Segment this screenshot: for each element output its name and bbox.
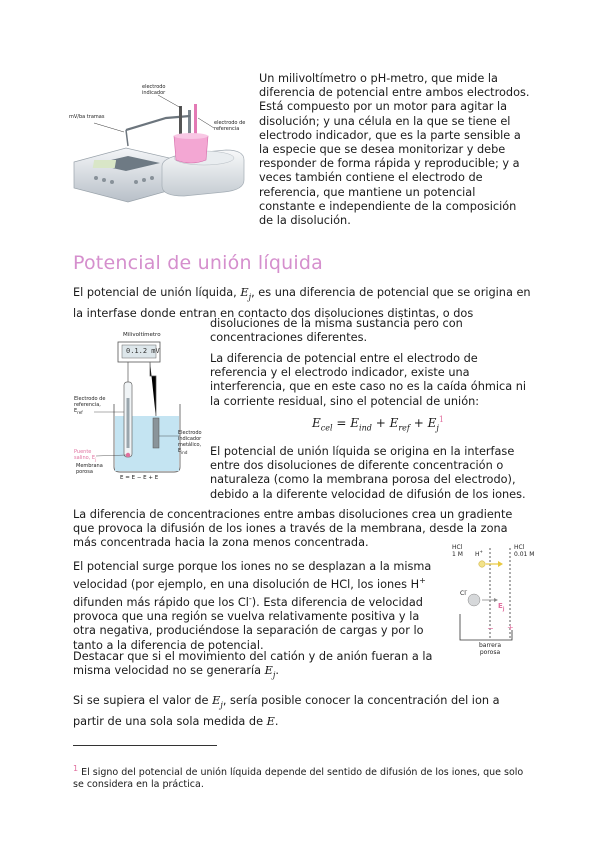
- barrier-label: barrera porosa: [478, 642, 502, 656]
- plus-sign: +: [507, 623, 514, 632]
- paragraph-5: El potencial surge porque los iones no se desplazan a la misma velocidad (por ejemplo, en una disolución de HCl, los iones H+ difunden más rápido que los Cl-). Esta diferencia de velocidad provoca que una región se vuelva relativamente positiva y la otra negativa, produciéndose la separación de cargas y por lo tanto a la diferencia de potencial.: [73, 560, 432, 652]
- footnote: [73, 763, 533, 792]
- meter-label: Milivoltímetro: [123, 332, 161, 338]
- section-title: Potencial de unión líquida: [73, 252, 323, 274]
- paragraph-3: El potencial de unión líquida se origina en la interfase entre dos disoluciones de diferente concentración o naturaleza (como la membrana porosa del electrodo), debido a la diferente velocidad de difusión de los iones.: [210, 445, 526, 501]
- cell-figure: [74, 332, 204, 484]
- paragraph-7: Si se supiera el valor de $E_j$, sería posible conocer la concentración del ion a partir de una sola sola medida de E.: [73, 694, 500, 729]
- ej-symbol: E: [240, 286, 249, 299]
- paragraph-1-continued: disoluciones de la misma sustancia pero con concentraciones diferentes.: [210, 317, 463, 345]
- photo-label-right: electrodo de referencia: [214, 120, 246, 132]
- paragraph-6: Destacar que si el movimiento del catión y de anión fueran a la misma velocidad no se generaría $E_j$.: [73, 650, 433, 680]
- footnote-reference[interactable]: 1: [438, 415, 444, 424]
- cation-label: H+: [475, 549, 483, 558]
- footnote-divider: [73, 745, 217, 746]
- membrane-diagram: [446, 544, 536, 668]
- p1-end: , es una diferencia de potencial que se origina en la interfase donde entran en contacto dos disoluciones distintas, o dos: [73, 286, 531, 321]
- right-solution-label: HCl 0.01 M: [514, 544, 535, 558]
- footnote-text: El signo del potencial de unión líquida depende del sentido de difusión de los iones, que solo se considera en la práctica.: [73, 766, 524, 791]
- paragraph-4: La diferencia de concentraciones entre ambas disoluciones crea un gradiente que provoca la difusión de los iones a través de la membrana, desde la zona más concentrada hacia la zona menos concentrada.: [73, 508, 513, 550]
- photo-label-left: mV/ba tramas: [69, 114, 105, 120]
- p1-start: El potencial de unión líquida,: [73, 286, 237, 299]
- membrane-label: Membrana porosa: [76, 463, 103, 475]
- indicator-electrode-label: Electrodo indicador metálico, $E_{ind}$: [178, 430, 202, 455]
- intro-paragraph: Un milivoltímetro o pH-metro, que mide la diferencia de potencial entre ambos electrodos. Está compuesto por un motor para agitar la disolución; y una célula en la que se tiene el electrodo indicador, que es la parte sensible a la especie que se desea monitorizar y debe responder de forma rápida y reproducible; y a veces también contiene el electrodo de referencia, que mantiene un potencial constante e independiente de la composición de la disolución.: [259, 72, 530, 228]
- reference-electrode-label: Electrodo de referencia, $E_{ref}$: [74, 396, 106, 415]
- ej-label: $E_j$: [498, 602, 505, 613]
- cell-formula: E = E − E + E: [120, 475, 159, 481]
- meter-display: 0.1.2 mV: [126, 347, 160, 355]
- photo-label-top: electrodo indicador: [142, 84, 166, 96]
- ej-subscript: j: [248, 292, 252, 302]
- footnote-mark: 1: [73, 763, 79, 773]
- minus-sign: −: [487, 624, 494, 633]
- ph-meter-photo: [66, 70, 251, 210]
- paragraph-2: La diferencia de potencial entre el electrodo de referencia y el electrodo indicador, existe una interferencia, que en este caso no es la caída óhmica ni la corriente residual, sino el potencial de unión:: [210, 352, 527, 408]
- cell-potential-equation: $E_{cel} = E_{ind} + E_{ref} + E_j^1$: [312, 415, 444, 433]
- anion-label: Cl-: [460, 588, 468, 597]
- left-solution-label: HCl 1 M: [452, 544, 463, 558]
- salt-bridge-label: Puente salino, $E_j$: [74, 449, 97, 462]
